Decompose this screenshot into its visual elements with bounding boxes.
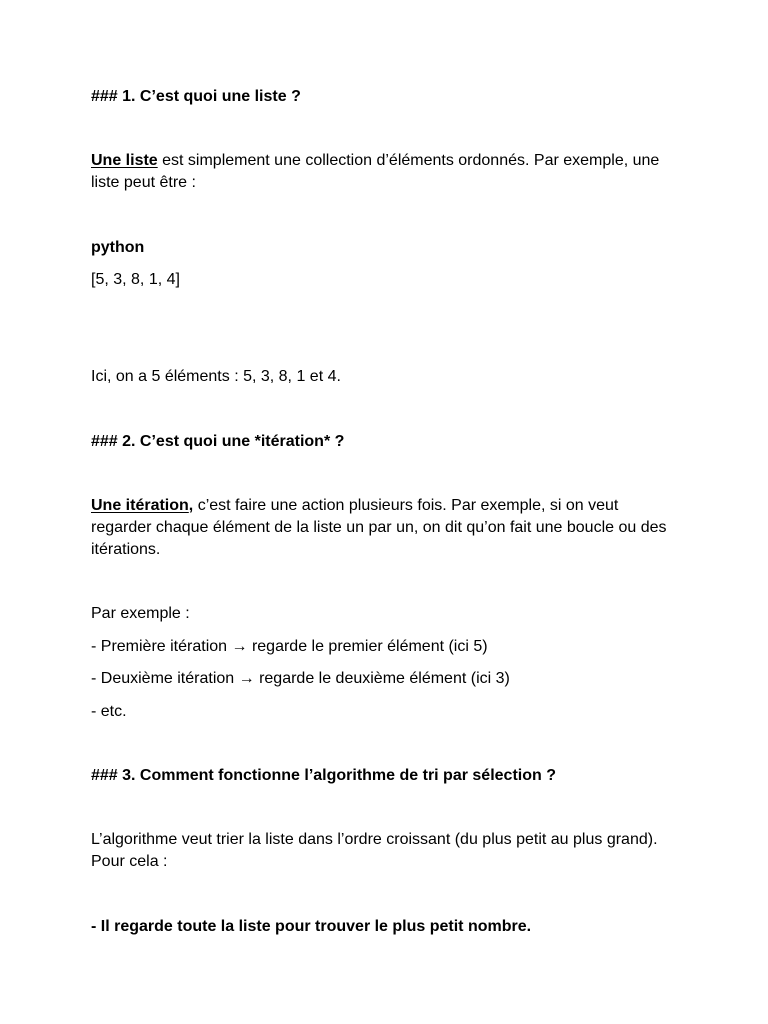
paragraph-algorithm-intro: L’algorithme veut trier la liste dans l’ordre croissant (du plus petit au plus grand). Pour cela : xyxy=(91,831,658,870)
list-item: - Deuxième itération → regarde le deuxième élément (ici 3) xyxy=(91,670,510,687)
step-find-smallest: - Il regarde toute la liste pour trouver le plus petit nombre. xyxy=(91,918,532,935)
paragraph-elements-count: Ici, on a 5 éléments : 5, 3, 8, 1 et 4. xyxy=(91,368,341,385)
paragraph-list-definition xyxy=(91,150,671,194)
term-une-liste: Une liste xyxy=(91,152,158,169)
code-language-label: python xyxy=(91,239,145,256)
paragraph-iteration-definition xyxy=(91,495,671,561)
list-item: - etc. xyxy=(91,703,127,720)
heading-section-2: ### 2. C’est quoi une *itération* ? xyxy=(91,433,345,450)
list-item: - Première itération → regarde le premier élément (ici 5) xyxy=(91,638,488,655)
code-example: [5, 3, 8, 1, 4] xyxy=(91,271,180,288)
heading-section-1: ### 1. C’est quoi une liste ? xyxy=(91,88,301,105)
term-une-iteration: Une itération xyxy=(91,497,189,514)
heading-section-3: ### 3. Comment fonctionne l’algorithme de tri par sélection ? xyxy=(91,767,556,784)
example-intro: Par exemple : xyxy=(91,605,190,622)
term-comma: , xyxy=(188,497,194,514)
list-definition-text: est simplement une collection d’éléments ordonnés. Par exemple, une liste peut être : xyxy=(91,152,660,191)
iteration-definition-text: c’est faire une action plusieurs fois. Par exemple, si on veut regarder chaque élément de la liste un par un, on dit qu’on fait une boucle ou des itérations. xyxy=(91,497,667,558)
